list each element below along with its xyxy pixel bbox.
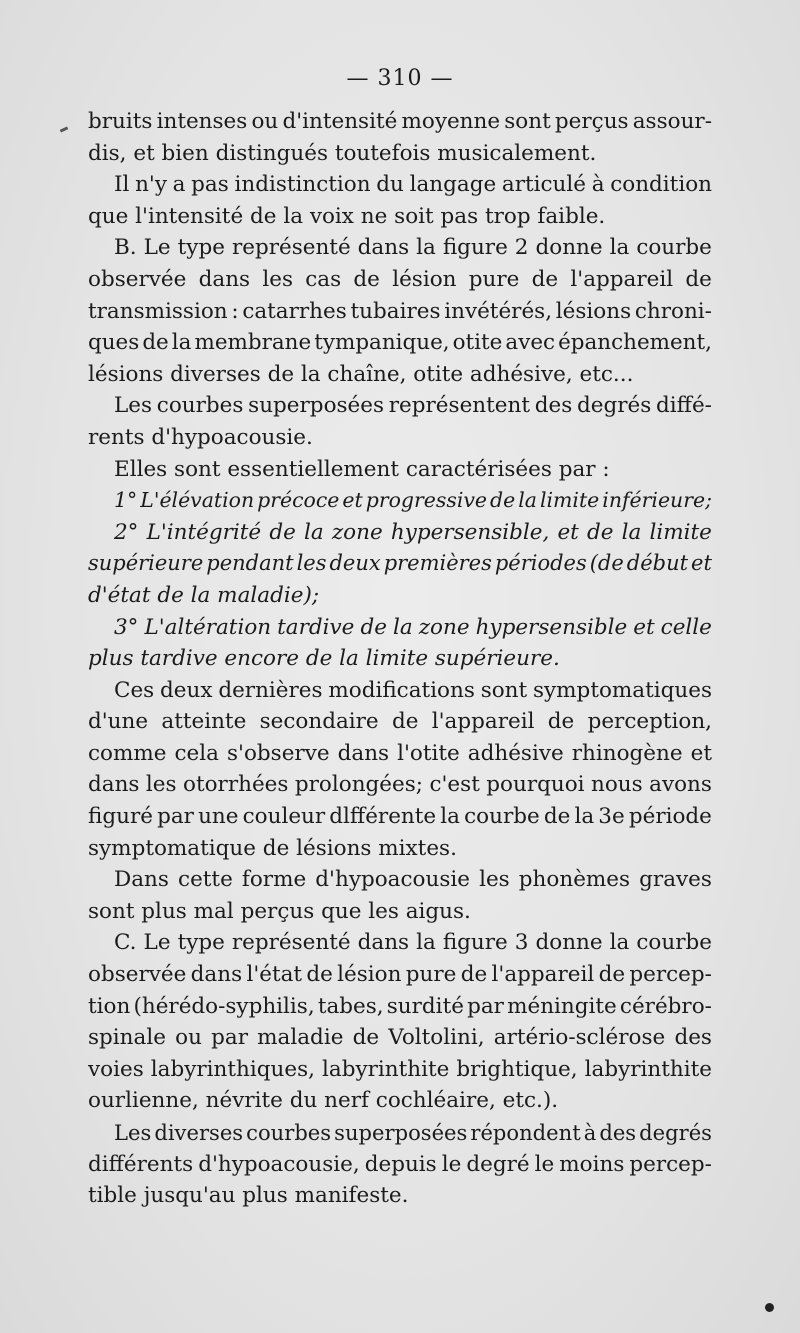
text-line: Il n'y a pas indistinction du langage articulé à condition (114, 172, 712, 198)
text-line: 3° L'altération tardive de la zone hypersensible et celle (114, 614, 712, 640)
text-line: plus tardive encore de la limite supérieure. (88, 646, 560, 672)
text-line: d'état de la maladie); (88, 582, 320, 608)
text-line: supérieure pendant les deux premières périodes (de début et (88, 551, 712, 576)
text-line: différents d'hypoacousie, depuis le degré le moins percep- (88, 1151, 712, 1177)
text-line: Les diverses courbes superposées répondent à des degrés (114, 1120, 712, 1145)
text-line: transmission : catarrhes tubaires invétérés, lésions chroni- (88, 298, 712, 324)
text-line: 1° L'élévation précoce et progressive de la limite inférieure; (114, 488, 712, 513)
text-line: que l'intensité de la voix ne soit pas trop faible. (88, 203, 606, 229)
text-line: dis, et bien distingués toutefois musicalement. (88, 140, 597, 166)
text-line: 2° L'intégrité de la zone hypersensible, et de la limite (114, 519, 712, 545)
text-line: ques de la membrane tympanique, otite avec épanchement, (88, 330, 712, 356)
text-line: tion (hérédo-syphilis, tabes, surdité par méningite cérébro- (88, 993, 712, 1019)
text-line: B. Le type représenté dans la figure 2 donne la courbe (114, 235, 712, 261)
text-line: spinale ou par maladie de Voltolini, artério-sclérose des (88, 1025, 712, 1051)
text-line: figuré par une couleur dlfférente la courbe de la 3e période (88, 804, 712, 830)
page-number: — 310 — (346, 66, 454, 91)
text-line: rents d'hypoacousie. (88, 424, 313, 450)
text-line: bruits intenses ou d'intensité moyenne sont perçus assour- (88, 109, 712, 134)
text-line: voies labyrinthiques, labyrinthite brightique, labyrinthite (88, 1056, 712, 1082)
text-line: ourlienne, névrite du nerf cochléaire, etc.). (88, 1088, 559, 1114)
text-line: observée dans les cas de lésion pure de l'appareil de (88, 266, 712, 292)
text-line: Elles sont essentiellement caractérisées par : (114, 456, 610, 482)
text-line: dans les otorrhées prolongées; c'est pourquoi nous avons (88, 772, 712, 798)
text-line: Les courbes superposées représentent des degrés diffé- (114, 393, 712, 419)
text-line: lésions diverses de la chaîne, otite adhésive, etc... (88, 361, 634, 387)
text-line: symptomatique de lésions mixtes. (88, 835, 457, 861)
text-line: Ces deux dernières modifications sont symptomatiques (114, 677, 712, 703)
text-line: observée dans l'état de lésion pure de l'appareil de percep- (88, 962, 712, 988)
ink-mark (60, 126, 69, 132)
text-line: Dans cette forme d'hypoacousie les phonèmes graves (114, 867, 712, 893)
text-line: comme cela s'observe dans l'otite adhésive rhinogène et (88, 740, 712, 766)
text-line: d'une atteinte secondaire de l'appareil de perception, (88, 709, 712, 735)
body-text (88, 106, 712, 1212)
ink-dot (765, 1303, 774, 1312)
text-line: sont plus mal perçus que les aigus. (88, 898, 471, 924)
text-line: C. Le type représenté dans la figure 3 donne la courbe (114, 930, 712, 956)
text-line: tible jusqu'au plus manifeste. (88, 1183, 409, 1209)
